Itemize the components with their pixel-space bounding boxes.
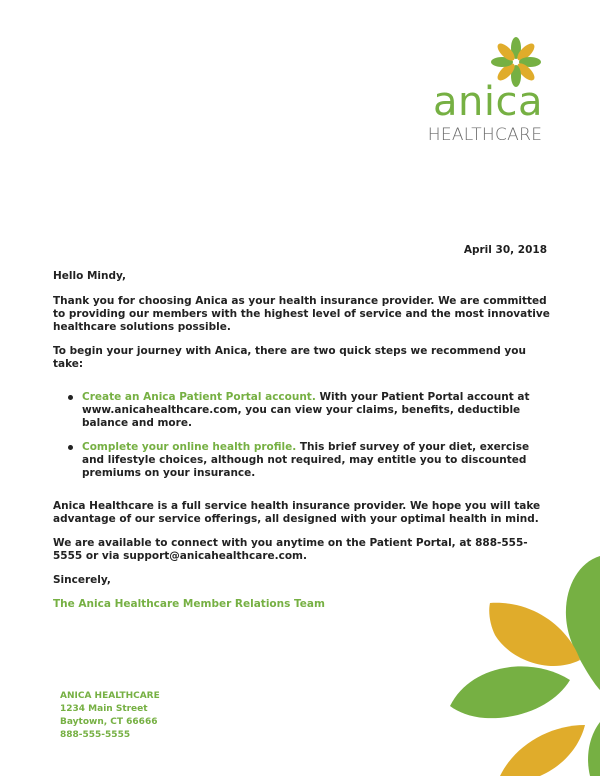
intro-paragraph: Thank you for choosing Anica as your health insurance provider. We are committed to providing our members with the highest level of service and the most innovative healthcare solutions possible.: [53, 295, 550, 333]
footer-address: [60, 690, 160, 742]
address-company: ANICA HEALTHCARE: [60, 691, 160, 701]
address-street: 1234 Main Street: [60, 704, 148, 714]
health-profile-link[interactable]: Complete your online health profile.: [82, 441, 297, 453]
step-text: With your Patient Portal account at www.anicahealthcare.com, you can view your claims, benefits, deductible balance and more.: [82, 391, 530, 429]
journey-paragraph: To begin your journey with Anica, there are two quick steps we recommend you take:: [53, 345, 526, 370]
letter-date: April 30, 2018: [463, 244, 547, 256]
signature: The Anica Healthcare Member Relations Team: [53, 598, 325, 610]
about-paragraph: Anica Healthcare is a full service health insurance provider. We hope you will take advantage of our service offerings, all designed with your optimal health in mind.: [53, 500, 541, 525]
list-item: [82, 441, 553, 480]
step-text: This brief survey of your diet, exercise and lifestyle choices, although not required, may entitle you to discounted premiums on your insurance.: [82, 441, 530, 479]
address-phone: 888-555-5555: [60, 730, 131, 740]
address-city: Baytown, CT 66666: [60, 717, 158, 727]
closing: Sincerely,: [53, 574, 111, 586]
contact-paragraph: We are available to connect with you anytime on the Patient Portal, at 888-555-5555 or via support@anicahealthcare.com.: [53, 537, 528, 562]
company-logo: [410, 34, 560, 150]
brand-subname: HEALTHCARE: [427, 125, 543, 145]
steps-list: [53, 391, 553, 480]
portal-account-link[interactable]: Create an Anica Patient Portal account.: [82, 391, 316, 403]
list-item: [82, 391, 553, 430]
decorative-petals-icon: [440, 540, 600, 776]
brand-name: anica: [433, 79, 543, 125]
greeting: Hello Mindy,: [53, 270, 127, 282]
